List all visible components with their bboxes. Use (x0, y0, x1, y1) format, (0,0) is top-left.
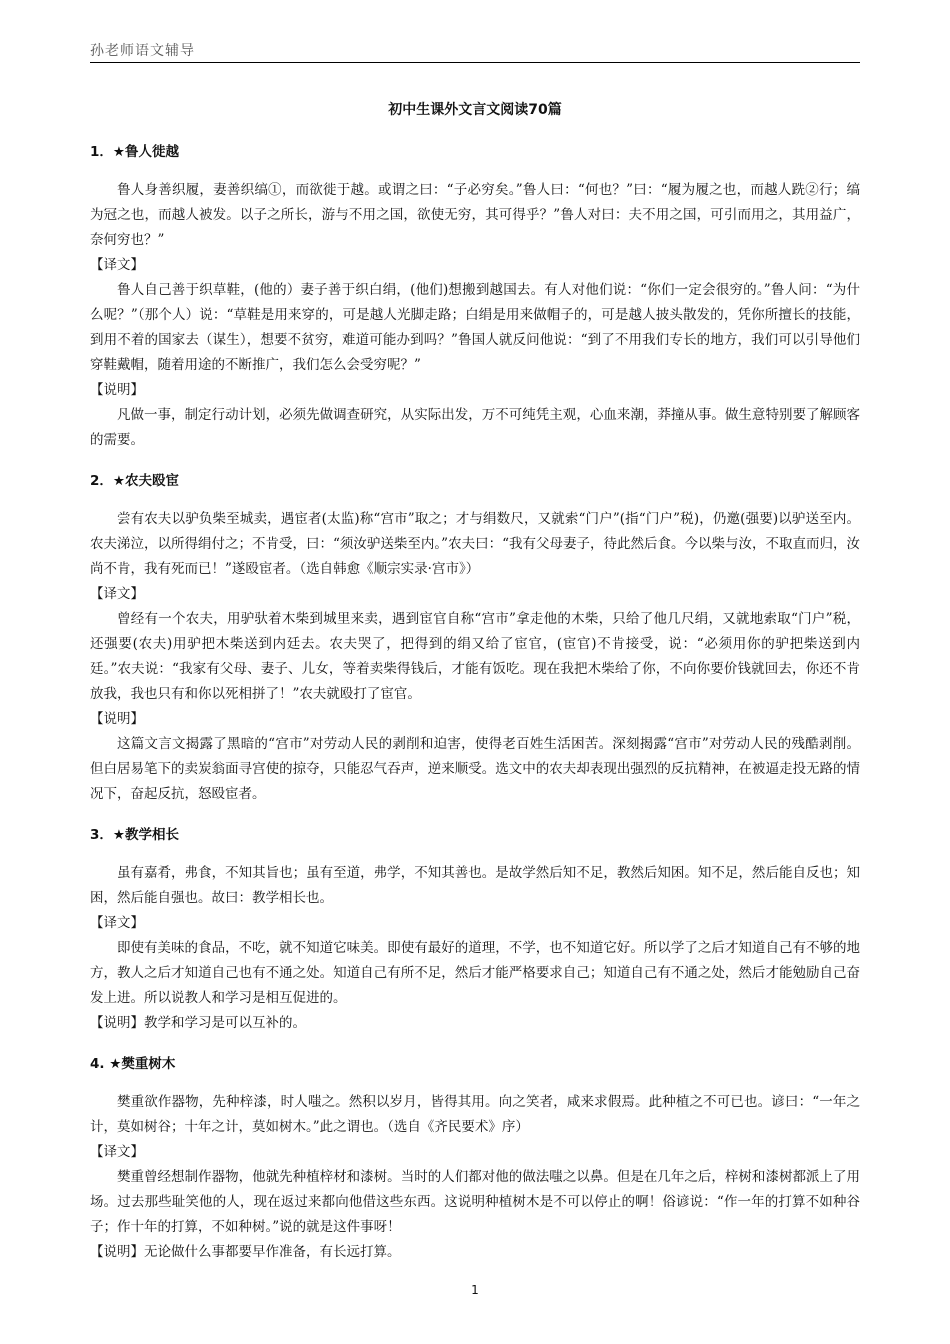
translation-text: 即使有美味的食品，不吃，就不知道它味美。即使有最好的道理，不学，也不知道它好。所以学了之后才知道自己有不够的地方，教人之后才知道自己也有不通之处。知道自己有所不足，然后才能严格要求自己；知道自己有不通之处，然后才能勉励自己奋发上进。所以说教人和学习是相互促进的。 (90, 940, 860, 1006)
document-title: 初中生课外文言文阅读70篇 (388, 102, 562, 118)
translation-label: 【译文】 (90, 586, 144, 602)
original-text: 虽有嘉肴，弗食，不知其旨也；虽有至道，弗学，不知其善也。是故学然后知不足，教然后知困。知不足，然后能自反也；知困，然后能自强也。故曰：教学相长也。 (90, 865, 860, 906)
section-heading: 2．★农夫殴宦 (90, 473, 179, 489)
translation-text: 曾经有一个农夫，用驴驮着木柴到城里来卖，遇到宦官自称“宫市”拿走他的木柴，只给了他几尺绢，又就地索取“门户”税，还强要(农夫)用驴把木柴送到内廷去。农夫哭了，把得到的绢又给了宦官，(宦官)不肯接受，说：“必须用你的驴把柴送到内廷。”农夫说：“我家有父母、妻子、儿女，等着卖柴得钱后，才能有饭吃。现在我把木柴给了你，不向你要价钱就回去，你还不肯放我，我也只有和你以死相拼了！”农夫就殴打了宦官。 (90, 611, 860, 702)
header-text: 孙老师语文辅导 (90, 43, 195, 59)
original-text: 鲁人身善织履，妻善织缟①，而欲徙于越。或谓之曰：“子必穷矣。”鲁人曰：“何也？”曰：“履为履之也，而越人跣②行；缟为冠之也，而越人被发。以子之所长，游与不用之国，欲使无穷，其可得乎？”鲁人对曰：夫不用之国，可引而用之，其用益广，奈何穷也？” (90, 182, 860, 248)
original-text: 尝有农夫以驴负柴至城卖，遇宦者(太监)称“宫市”取之；才与绢数尺，又就索“门户”(指“门户”税)，仍邀(强要)以驴送至内。农夫涕泣，以所得绢付之；不肯受，曰：“须汝驴送柴至内。”农夫曰：“我有父母妻子，待此然后食。今以柴与汝，不取直而归，汝尚不肯，我有死而已！”遂殴宦者。（选自韩愈《顺宗实录·宫市》） (90, 511, 860, 577)
note-label: 【说明】 (90, 711, 144, 727)
original-text: 樊重欲作器物，先种梓漆，时人嗤之。然积以岁月，皆得其用。向之笑者，咸来求假焉。此种植之不可已也。谚曰：“一年之计，莫如树谷；十年之计，莫如树木。”此之谓也。（选自《齐民要术》序） (90, 1094, 860, 1135)
page-number: 1 (471, 1283, 479, 1297)
note-text: 这篇文言文揭露了黑暗的“宫市”对劳动人民的剥削和迫害，使得老百姓生活困苦。深刻揭露“宫市”对劳动人民的残酷剥削。但白居易笔下的卖炭翁面寻宫使的掠夺，只能忍气吞声，逆来顺受。选文中的农夫却表现出强烈的反抗精神，在被逼走投无路的情况下，奋起反抗，怒殴宦者。 (90, 736, 860, 802)
translation-label: 【译文】 (90, 1144, 144, 1160)
section-3 (90, 825, 860, 1036)
section-heading: 3．★教学相长 (90, 827, 179, 843)
translation-text: 樊重曾经想制作器物，他就先种植梓材和漆树。当时的人们都对他的做法嗤之以鼻。但是在几年之后，梓树和漆树都派上了用场。过去那些耻笑他的人，现在返过来都向他借这些东西。这说明种植树木是不可以停止的啊！俗谚说：“作一年的打算不如种谷子；作十年的打算，不如种树。”说的就是这件事呀！ (90, 1169, 860, 1235)
note-text: 凡做一事，制定行动计划，必须先做调查研究，从实际出发，万不可纯凭主观，心血来潮，莽撞从事。做生意特别要了解顾客的需要。 (90, 407, 860, 448)
page-header (90, 36, 860, 63)
note-label: 【说明】 (90, 382, 144, 398)
translation-text: 鲁人自己善于织草鞋，(他的）妻子善于织白绢，(他们)想搬到越国去。有人对他们说：“你们一定会很穷的。”鲁人问：“为什么呢？”（那个人）说：“草鞋是用来穿的，可是越人光脚走路；白绢是用来做帽子的，可是越人披头散发的，凭你所擅长的技能，到用不着的国家去（谋生），想要不贫穷，难道可能办到吗？”鲁国人就反问他说：“到了不用我们专长的地方，我们可以引导他们穿鞋戴帽，随着用途的不断推广，我们怎么会受穷呢？” (90, 282, 860, 373)
section-4 (90, 1054, 860, 1265)
translation-label: 【译文】 (90, 257, 144, 273)
section-heading: 4. ★樊重树木 (90, 1056, 176, 1072)
document-body (90, 100, 860, 1265)
section-1 (90, 142, 860, 453)
section-2 (90, 471, 860, 807)
section-heading: 1．★鲁人徙越 (90, 144, 179, 160)
note-inline: 【说明】教学和学习是可以互补的。 (90, 1015, 306, 1031)
note-inline: 【说明】无论做什么事都要早作准备，有长远打算。 (90, 1244, 401, 1260)
translation-label: 【译文】 (90, 915, 144, 931)
